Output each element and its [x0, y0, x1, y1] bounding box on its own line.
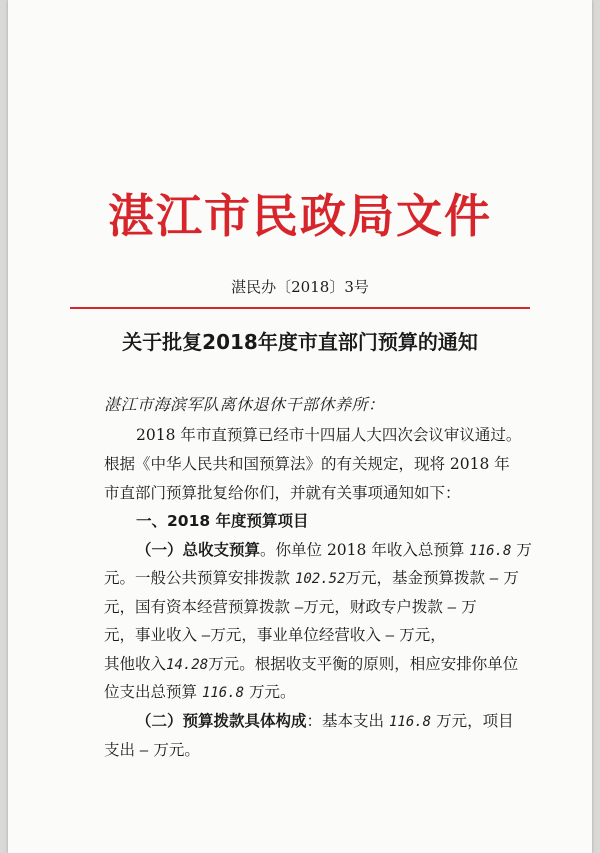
paragraph-line: 元。一般公共预算安排拨款 102.52万元，基金预算拨款 — 万	[104, 569, 519, 587]
paragraph-line: 支出 — 万元。	[104, 741, 200, 759]
handwritten-dash: —	[447, 600, 457, 616]
header-divider	[70, 307, 530, 309]
paragraph-line: 元，国有资本经营预算拨款 —万元，财政专户拨款 — 万	[104, 598, 477, 616]
addressee-handwritten: 湛江市海滨军队离休退休干部休养所：	[104, 397, 385, 414]
paragraph-line: （一）总收支预算。你单位 2018 年收入总预算 116.8 万	[136, 541, 532, 559]
document-title: 关于批复2018年度市直部门预算的通知	[122, 330, 478, 354]
handwritten-total-income: 116.8	[469, 543, 512, 559]
handwritten-basic-expense: 116.8	[388, 714, 432, 730]
paragraph-line: 2018 年市直预算已经市十四届人大四次会议审议通过。	[136, 426, 522, 444]
paragraph-line: 位支出总预算 116.8 万元。	[104, 683, 296, 701]
handwritten-dash: —	[490, 571, 499, 587]
paragraph-line: 其他收入14.28万元。根据收支平衡的原则，相应安排你单位	[104, 655, 519, 673]
paragraph-line: （二）预算拨款具体构成：基本支出 116.8 万元，项目	[136, 712, 514, 730]
section-heading: 一、2018 年度预算项目	[136, 512, 309, 530]
paragraph-line: 根据《中华人民共和国预算法》的有关规定，现将 2018 年	[104, 455, 510, 473]
handwritten-dash: —	[294, 600, 304, 616]
handwritten-other-income: 14.28	[166, 657, 209, 673]
handwritten-dash: —	[139, 743, 149, 759]
handwritten-general-budget: 102.52	[294, 571, 346, 587]
paragraph-line: 市直部门预算批复给你们，并就有关事项通知如下：	[104, 484, 461, 502]
org-header-title: 湛江市民政局文件	[108, 189, 492, 243]
paragraph-line: 元，事业收入 —万元，事业单位经营收入 — 万元，	[104, 626, 446, 644]
handwritten-total-expense: 116.8	[201, 685, 245, 701]
handwritten-dash: —	[385, 628, 395, 644]
handwritten-dash: —	[201, 628, 211, 644]
document-number: 湛民办〔2018〕3号	[231, 278, 369, 296]
